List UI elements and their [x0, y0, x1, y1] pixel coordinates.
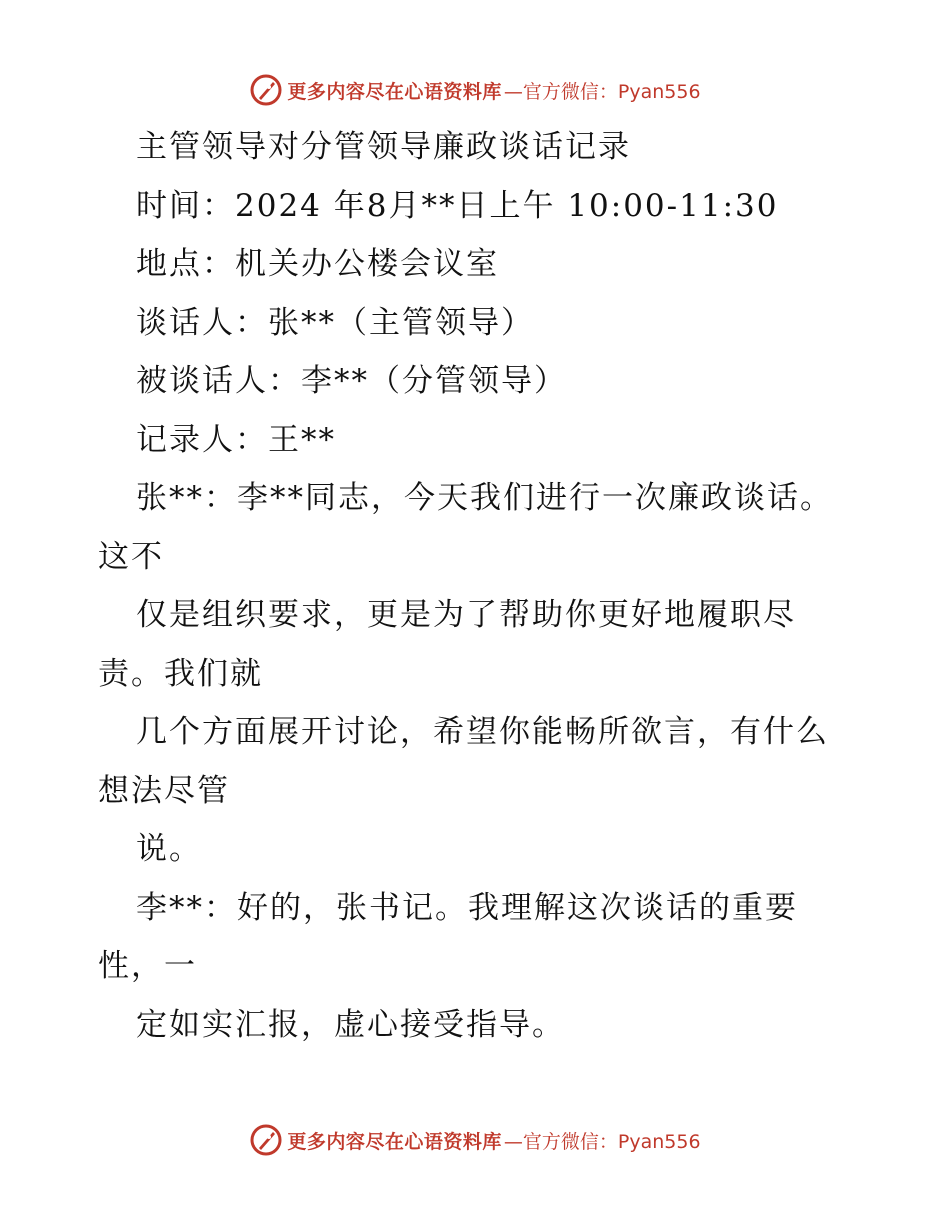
recorder-line: 记录人：王** — [136, 421, 336, 458]
paragraph-line: 李**：好的，张书记。我理解这次谈话的重要 — [136, 889, 798, 926]
time-line: 时间：2024 年8月**日上午 10:00-11:30 — [136, 187, 779, 224]
pen-nib-logo-icon — [249, 73, 283, 107]
paragraph-line: 定如实汇报，虚心接受指导。 — [136, 1006, 565, 1043]
interviewee-line: 被谈话人：李**（分管领导） — [136, 363, 567, 399]
paragraph-line: 几个方面展开讨论，希望你能畅所欲言，有什么 — [136, 714, 829, 750]
banner-contact-text: —官方微信：Pyan556 — [503, 80, 701, 103]
paragraph-line: 性，一 — [98, 948, 197, 984]
footer-banner — [0, 1120, 950, 1160]
document-body — [98, 118, 868, 1054]
pen-nib-logo-icon — [249, 1123, 283, 1157]
interviewer-line: 谈话人：张**（主管领导） — [136, 304, 534, 341]
banner-brand-text: 更多内容尽在心语资料库 — [287, 80, 502, 103]
paragraph-line: 责。我们就 — [98, 655, 263, 692]
banner-contact-text: —官方微信：Pyan556 — [503, 1130, 701, 1153]
paragraph-line: 这不 — [98, 538, 164, 575]
paragraph-line: 张**：李**同志，今天我们进行一次廉政谈话。 — [136, 480, 833, 516]
document-title: 主管领导对分管领导廉政谈话记录 — [136, 129, 631, 165]
place-line: 地点：机关办公楼会议室 — [136, 246, 499, 282]
header-banner — [0, 70, 950, 110]
paragraph-line: 说。 — [136, 831, 202, 867]
banner-brand-text: 更多内容尽在心语资料库 — [287, 1130, 502, 1153]
paragraph-line: 仅是组织要求，更是为了帮助你更好地履职尽 — [136, 597, 796, 633]
paragraph-line: 想法尽管 — [98, 772, 230, 809]
